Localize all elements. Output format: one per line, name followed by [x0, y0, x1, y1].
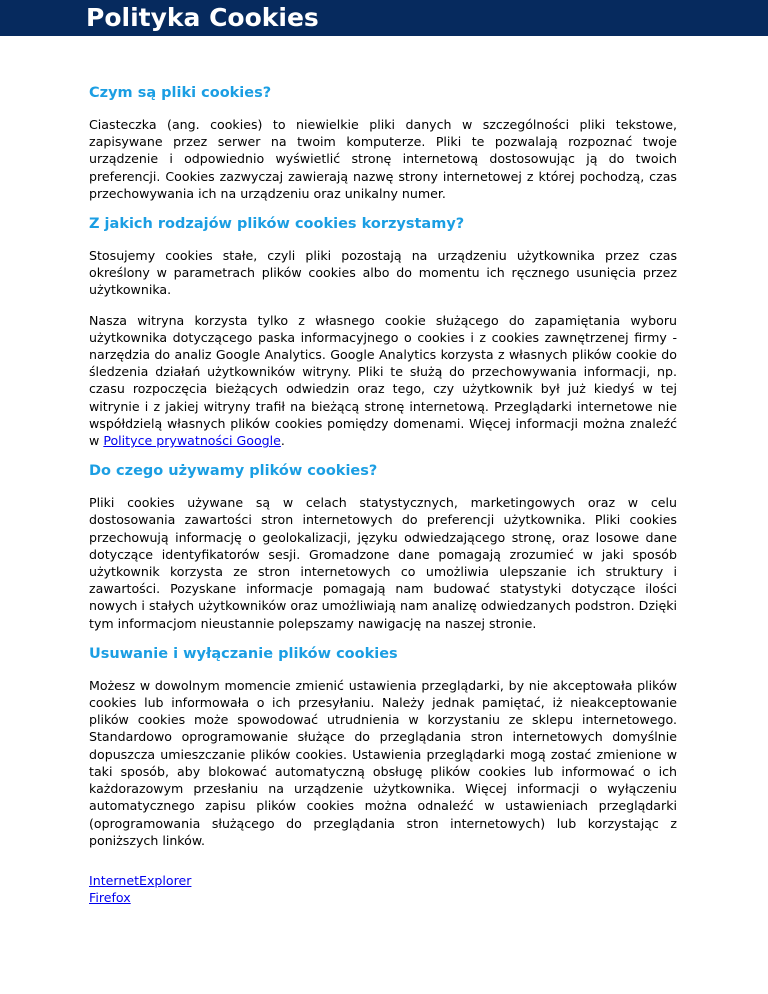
- section-paragraph: Pliki cookies używane są w celach statystycznych, marketingowych oraz w celu dostosowania zawartości stron internetowych do preferencji użytkownika. Pliki cookies przechowują informację o geolokalizacji, języku odwiedzającego stronę, oraz losowe dane dotyczące identyfikatorów sesji. Gromadzone dane pomagają zrozumieć w jaki sposób użytkownik korzysta ze stron internetowych co umożliwia ulepszanie ich struktury i zawartości. Pozyskane informacje pomagają nam budować statystyki dotyczące ilości nowych i stałych użytkowników oraz umożliwiają nam analizę odwiedzanych podstron. Dzięki tym informacjom nieustannie polepszamy nawigację na naszej stronie.: [89, 495, 677, 631]
- page-title: Polityka Cookies: [86, 3, 319, 32]
- browser-links: [89, 872, 677, 906]
- paragraph-suffix: .: [280, 433, 285, 449]
- internet-explorer-link[interactable]: InternetExplorer: [89, 872, 192, 888]
- section-heading-what-are-cookies: Czym są pliki cookies?: [89, 85, 272, 101]
- firefox-link[interactable]: Firefox: [89, 890, 131, 906]
- section-paragraph-google: [89, 312, 677, 450]
- document-body: [89, 84, 677, 906]
- section-heading-cookie-types: Z jakich rodzajów plików cookies korzystamy?: [89, 216, 465, 233]
- header-bar: [0, 0, 768, 36]
- section-paragraph: Ciasteczka (ang. cookies) to niewielkie pliki danych w szczególności pliki tekstowe, zapisywane przez serwer na twoim komputerze. Pliki te pozwalają rozpoznać twoje urządzenie i odpowiednio wyświetlić stronę internetową dostosowując ją do twoich preferencji. Cookies zazwyczaj zawierają nazwę strony internetowej z której pochodzą, czas przechowywania ich na urządzeniu oraz unikalny numer.: [89, 117, 677, 201]
- paragraph-text: Nasza witryna korzysta tylko z własnego cookie służącego do zapamiętania wyboru użytkownika dotyczącego paska informacyjnego o cookies i z cookies zawnętrzenej firmy - narzędzia do analiz Google Analytics. Google Analytics korzysta z własnych plików cookie do śledzenia działań użytkowników witryny. Pliki te służą do przechowywania informacji, np. czasu rozpoczęcia bieżących odwiedzin oraz tego, czy użytkownik był już kiedyś w tej witrynie i z jakiej witryny trafił na bieżącą stronę internetową. Przeglądarki internetowe nie współdzielą własnych plików cookies pomiędzy domenami. Więcej informacji można znaleźć w: [89, 312, 677, 449]
- google-privacy-link[interactable]: Polityce prywatności Google: [103, 433, 281, 449]
- section-heading-disable-cookies: Usuwanie i wyłączanie plików cookies: [89, 645, 398, 662]
- section-paragraph: Stosujemy cookies stałe, czyli pliki pozostają na urządzeniu użytkownika przez czas określony w parametrach plików cookies albo do momentu ich ręcznego usunięcia przez użytkownika.: [89, 248, 677, 298]
- section-paragraph: Możesz w dowolnym momencie zmienić ustawienia przeglądarki, by nie akceptowała plików cookies lub informowała o ich przesyłaniu. Należy jednak pamiętać, iż nieakceptowanie plików cookies może spowodować utrudnienia w korzystaniu ze sklepu internetowego. Standardowo oprogramowanie służące do przeglądania stron internetowych domyślnie dopuszcza umieszczanie plików cookies. Ustawienia przeglądarki mogą zostać zmienione w taki sposób, aby blokować automatyczną obsługę plików cookies lub informować o ich każdorazowym przesłaniu na urządzenie użytkownika. Więcej informacji o wyłączeniu automatycznego zapisu plików cookies można odnaleźć w ustawieniach przeglądarki (oprogramowania służącego do przeglądania stron internetowych) lub korzystając z poniższych linków.: [89, 677, 677, 848]
- section-heading-cookie-usage: Do czego używamy plików cookies?: [89, 463, 378, 480]
